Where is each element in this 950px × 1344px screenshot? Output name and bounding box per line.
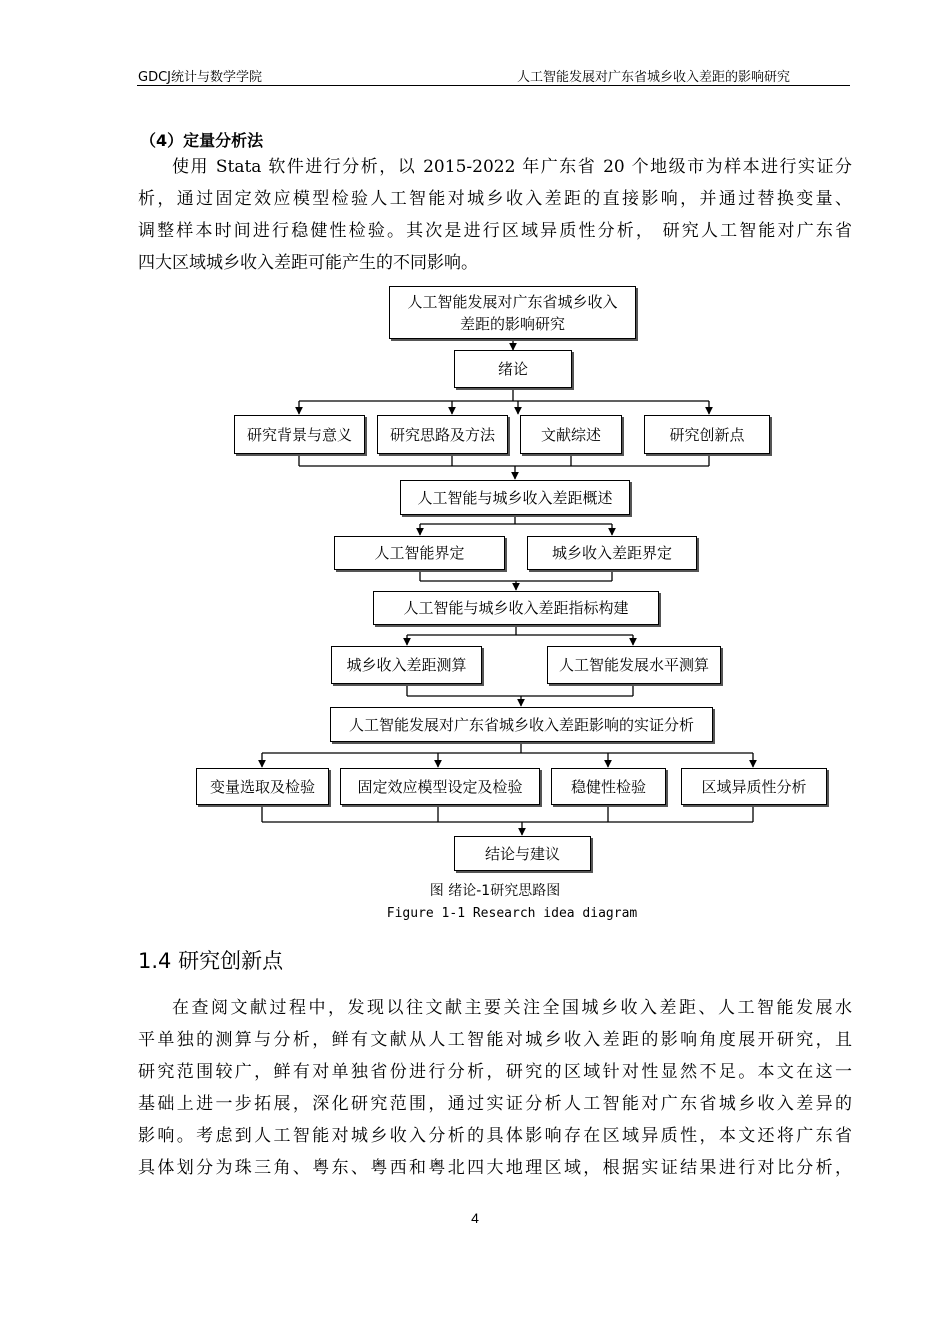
flow-box-conclusion: 结论与建议: [454, 836, 591, 871]
figure-caption-cn: 图 绪论-1研究思路图: [429, 883, 561, 899]
para2-line: 研究范围较广，鲜有对单独省份进行分析，研究的区域针对性显然不足。本文在这一: [138, 1062, 852, 1082]
flow-box-overview-item: 人工智能界定: [334, 536, 505, 570]
flow-box-intro-item: 研究创新点: [644, 415, 770, 454]
section-title: 1.4 研究创新点: [138, 949, 284, 973]
para2-line: 基础上进一步拓展，深化研究范围，通过实证分析人工智能对广东省城乡收入差异的: [138, 1094, 852, 1114]
flow-title-line1: 人工智能发展对广东省城乡收入: [407, 292, 618, 311]
flow-title-line2: 差距的影响研究: [459, 314, 565, 333]
para2-line: 在查阅文献过程中，发现以往文献主要关注全国城乡收入差距、人工智能发展水: [172, 998, 852, 1018]
flow-box-indicator-item: 城乡收入差距测算: [331, 646, 482, 684]
flow-box-intro-item: 文献综述: [520, 415, 622, 454]
para2-line: 具体划分为珠三角、粤东、粤西和粤北四大地理区域，根据实证结果进行对比分析，: [138, 1158, 852, 1178]
flow-box-empirical: 人工智能发展对广东省城乡收入差距影响的实证分析: [330, 707, 713, 742]
flow-box-indicator-item: 人工智能发展水平测算: [547, 646, 721, 684]
flow-box-indicator: 人工智能与城乡收入差距指标构建: [373, 591, 659, 625]
flow-box-empirical-item: 区域异质性分析: [681, 768, 827, 805]
flow-box-overview-item: 城乡收入差距界定: [527, 536, 697, 570]
flow-box-empirical-item: 变量选取及检验: [196, 768, 329, 805]
figure-caption-en: Figure 1-1 Research idea diagram: [386, 906, 638, 921]
flow-box-overview: 人工智能与城乡收入差距概述: [400, 480, 630, 515]
flow-box-intro: 绪论: [454, 350, 572, 388]
flow-box-title: [389, 286, 636, 339]
header-left: GDCJ统计与数学学院: [138, 70, 262, 85]
flow-box-intro-item: 研究思路及方法: [377, 415, 508, 454]
para1-line: 使用 Stata 软件进行分析，以 2015-2022 年广东省 20 个地级市为样本进行实证分: [172, 157, 852, 177]
flow-box-empirical-item: 固定效应模型设定及检验: [340, 768, 540, 805]
paragraph-innovation: [138, 992, 852, 1184]
page-number: 4: [471, 1210, 479, 1226]
para1-line: 析，通过固定效应模型检验人工智能对城乡收入差距的直接影响，并通过替换变量、: [138, 189, 852, 209]
header-right: 人工智能发展对广东省城乡收入差距的影响研究: [516, 70, 790, 85]
flow-box-intro-item: 研究背景与意义: [234, 415, 365, 454]
para1-line: 调整样本时间进行稳健性检验。其次是进行区域异质性分析， 研究人工智能对广东省: [138, 221, 852, 241]
para2-line: 影响。考虑到人工智能对城乡收入分析的具体影响存在区域异质性，本文还将广东省: [138, 1126, 852, 1146]
subsection-title: （4）定量分析法: [140, 131, 264, 150]
para1-line: 四大区域城乡收入差距可能产生的不同影响。: [138, 253, 478, 273]
flow-box-empirical-item: 稳健性检验: [551, 768, 666, 805]
para2-line: 平单独的测算与分析，鲜有文献从人工智能对城乡收入差距的影响角度展开研究，且: [138, 1030, 852, 1050]
